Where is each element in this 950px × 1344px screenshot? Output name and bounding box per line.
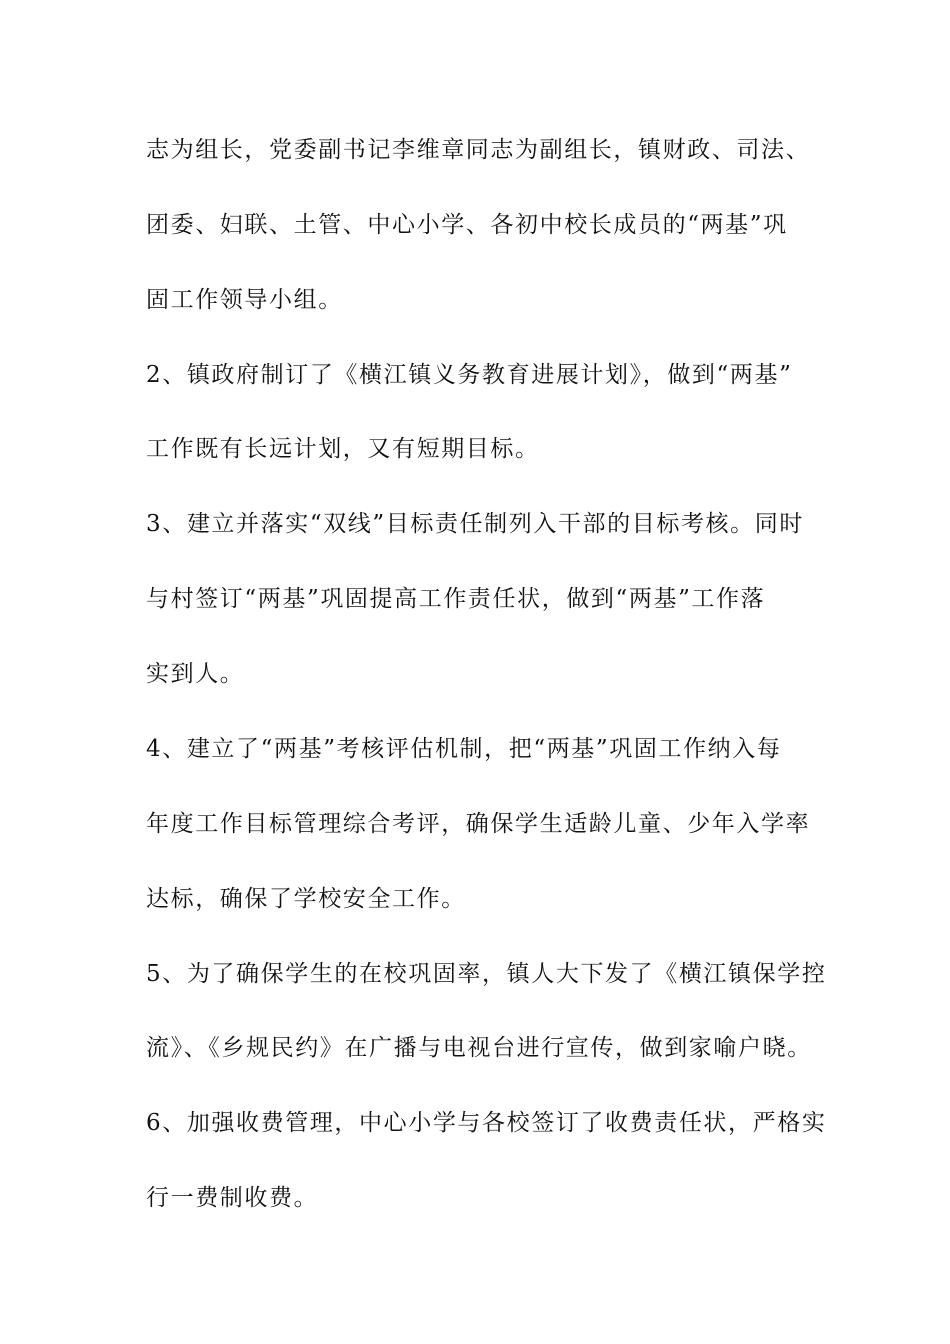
text-line: 2、镇政府制订了《横江镇义务教育进展计划》，做到“两基” [146,362,793,388]
text-line: 3、建立并落实“双线”目标责任制列入干部的目标考核。同时 [146,511,804,537]
text-line: 团委、妇联、土管、中心小学、各初中校长成员的“两基”巩 [146,212,788,238]
text-line: 实到人。 [146,661,245,687]
text-line: 志为组长，党委副书记李维章同志为副组长，镇财政、司法、 [146,137,811,163]
text-line: 工作既有长远计划，又有短期目标。 [146,436,540,462]
text-line: 6、加强收费管理，中心小学与各校签订了收费责任状，严格实 [146,1110,827,1136]
text-line: 流》、《乡规民约》在广播与电视台进行宣传，做到家喻户晓。 [146,1035,812,1061]
text-line: 年度工作目标管理综合考评，确保学生适龄儿童、少年入学率 [146,811,811,837]
text-line: 5、为了确保学生的在校巩固率，镇人大下发了《横江镇保学控 [146,961,827,987]
text-line: 固工作领导小组。 [146,287,343,313]
text-line: 与村签订“两基”巩固提高工作责任状，做到“两基”工作落 [146,586,766,612]
text-line: 4、建立了“两基”考核评估机制，把“两基”巩固工作纳入每 [146,736,782,762]
text-line: 达标，确保了学校安全工作。 [146,886,466,912]
text-line: 行一费制收费。 [146,1185,319,1211]
